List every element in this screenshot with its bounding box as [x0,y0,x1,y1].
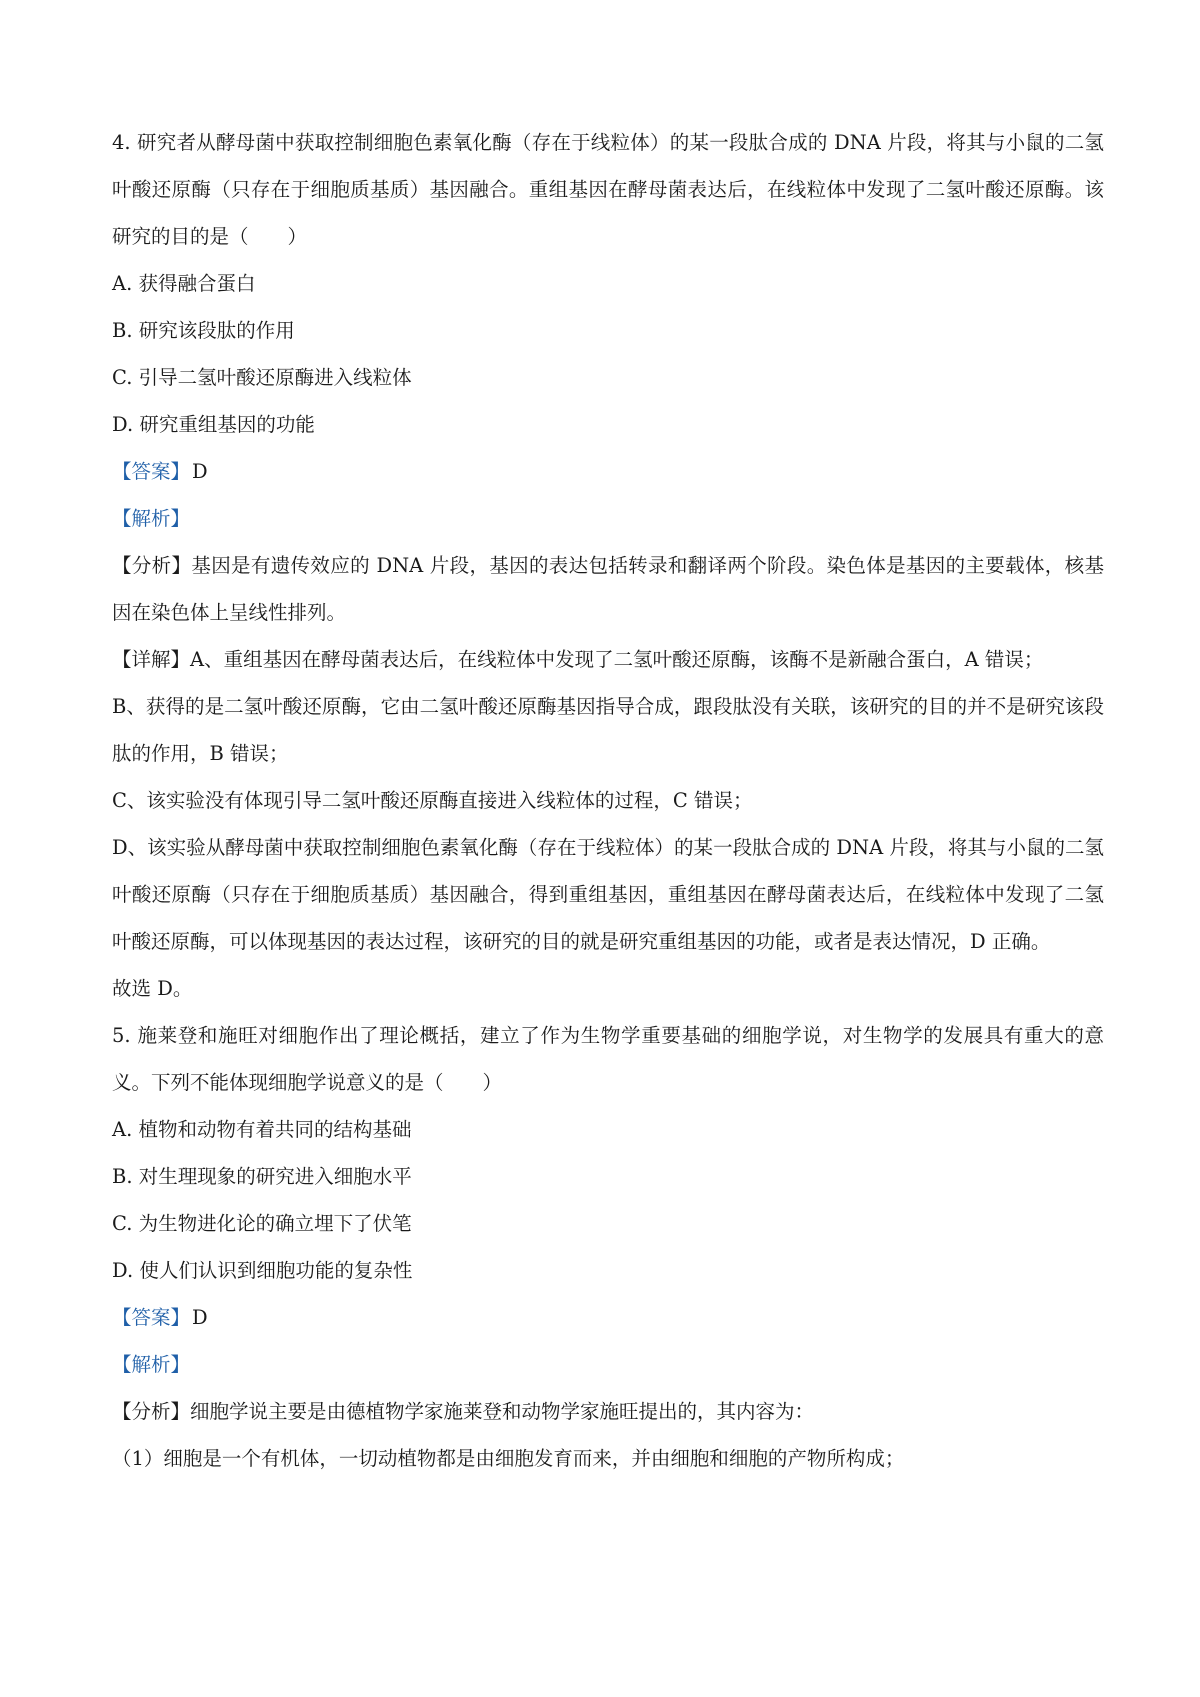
analysis-tag: 【解析】 [112,1353,191,1376]
question-5-answer-line [112,1294,1104,1341]
question-5-option-d: D. 使人们认识到细胞功能的复杂性 [112,1259,413,1282]
question-4-xiangjie-d: D、该实验从酵母菌中获取控制细胞色素氧化酶（存在于线粒体）的某一段肽合成的 DNA 片段，将其与小鼠的二氢叶酸还原酶（只存在于细胞质基质）基因融合，得到重组基因，重组基因在酵母菌表达后，在线粒体中发现了二氢叶酸还原酶，可以体现基因的表达过程，该研究的目的就是研究重组基因的功能，或者是表达情况，D 正确。 [112,836,1104,953]
question-4-fenxi [112,542,1104,636]
question-4-conclusion: 故选 D。 [112,977,193,1000]
question-4-option-c: C. 引导二氢叶酸还原酶进入线粒体 [112,366,412,389]
answer-tag: 【答案】 [112,460,191,483]
question-4-xiangjie-b: B、获得的是二氢叶酸还原酶，它由二氢叶酸还原酶基因指导合成，跟段肽没有关联，该研究的目的并不是研究该段肽的作用，B 错误； [112,695,1104,765]
question-5-fenxi [112,1388,1104,1435]
question-5-stem: 5. 施莱登和施旺对细胞作出了理论概括，建立了作为生物学重要基础的细胞学说，对生物学的发展具有重大的意义。下列不能体现细胞学说意义的是（ ） [112,1024,1104,1094]
answer-tag: 【答案】 [112,1306,191,1329]
answer-value: D [192,1306,208,1329]
question-4-stem: 4. 研究者从酵母菌中获取控制细胞色素氧化酶（存在于线粒体）的某一段肽合成的 DNA 片段，将其与小鼠的二氢叶酸还原酶（只存在于细胞质基质）基因融合。重组基因在酵母菌表达后，在线粒体中发现了二氢叶酸还原酶。该研究的目的是（ ） [112,131,1104,248]
question-4-analysis-tag [112,495,1104,542]
question-5-option-c: C. 为生物进化论的确立埋下了伏笔 [112,1212,412,1235]
analysis-tag: 【解析】 [112,507,191,530]
question-4-option-d: D. 研究重组基因的功能 [112,413,315,436]
question-5-option-a: A. 植物和动物有着共同的结构基础 [112,1118,412,1141]
fenxi-text: 细胞学说主要是由德植物学家施莱登和动物学家施旺提出的，其内容为： [190,1400,815,1423]
question-4-xiangjie-c: C、该实验没有体现引导二氢叶酸还原酶直接进入线粒体的过程，C 错误； [112,789,753,812]
question-5-option-b: B. 对生理现象的研究进入细胞水平 [112,1165,412,1188]
question-5-analysis-tag [112,1341,1104,1388]
fenxi-text: 基因是有遗传效应的 DNA 片段，基因的表达包括转录和翻译两个阶段。染色体是基因的主要载体，核基因在染色体上呈线性排列。 [112,554,1104,624]
fenxi-tag: 【分析】 [112,1400,191,1423]
question-4-answer-line [112,448,1104,495]
xiangjie-a-text: A、重组基因在酵母菌表达后，在线粒体中发现了二氢叶酸还原酶，该酶不是新融合蛋白，A 错误； [190,648,1044,671]
question-4-option-a: A. 获得融合蛋白 [112,272,256,295]
xiangjie-tag: 【详解】 [112,648,191,671]
question-5-point-1: （1）细胞是一个有机体，一切动植物都是由细胞发育而来，并由细胞和细胞的产物所构成； [112,1447,905,1470]
question-4-xiangjie-a [112,636,1104,683]
fenxi-tag: 【分析】 [112,554,192,577]
answer-value: D [192,460,208,483]
question-4-option-b: B. 研究该段肽的作用 [112,319,295,342]
